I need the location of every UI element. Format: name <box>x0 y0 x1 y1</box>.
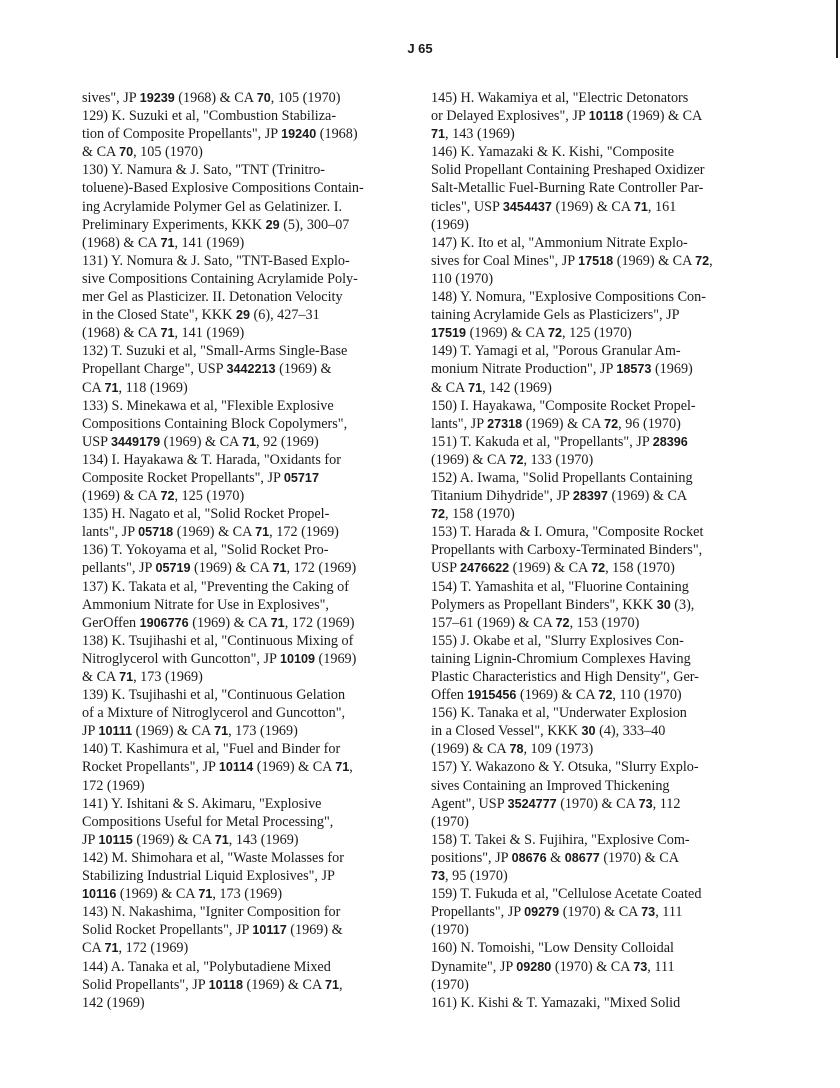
text-line: sives Containing an Improved Thickening <box>431 777 670 794</box>
bold-number: 27318 <box>487 416 523 431</box>
text-line: 152) A. Iwama, "Solid Propellants Containing <box>431 469 693 486</box>
bold-number: 05717 <box>283 470 319 485</box>
bold-number: 05719 <box>155 561 191 576</box>
bold-number: 71 <box>160 326 175 341</box>
text-line: monium Nitrate Production", JP 18573 (1969) <box>431 361 693 378</box>
bold-number: 18573 <box>616 362 652 377</box>
text-line: (1970) <box>431 922 469 939</box>
text-line: 134) I. Hayakawa & T. Harada, "Oxidants for <box>82 451 341 468</box>
bold-number: 71 <box>324 977 339 992</box>
text-line: 156) K. Tanaka et al, "Underwater Explosion <box>431 705 687 722</box>
bold-number: 71 <box>633 199 648 214</box>
text-line: GerOffen 1906776 (1969) & CA 71, 172 (1969) <box>82 614 355 631</box>
bold-number: 71 <box>119 670 134 684</box>
text-line: USP 3449179 (1969) & CA 71, 92 (1969) <box>82 433 319 450</box>
text-line: 145) H. Wakamiya et al, "Electric Detonators <box>431 90 689 106</box>
text-line: USP 2476622 (1969) & CA 72, 158 (1970) <box>431 560 675 577</box>
bold-number: 09280 <box>516 959 552 974</box>
bold-number: 29 <box>235 308 250 323</box>
bold-number: 08676 <box>511 850 547 865</box>
text-line: 17519 (1969) & CA 72, 125 (1970) <box>431 325 632 342</box>
bold-number: 30 <box>581 724 596 739</box>
text-line: Compositions Containing Block Copolymers", <box>82 415 348 432</box>
bold-number: 71 <box>335 760 350 775</box>
text-line: mer Gel as Plasticizer. II. Detonation Velocity <box>82 289 343 306</box>
bold-number: 71 <box>104 941 119 956</box>
bold-number: 10118 <box>208 977 243 992</box>
text-line: 142 (1969) <box>82 994 145 1011</box>
text-line: 130) Y. Namura & J. Sato, "TNT (Trinitro- <box>82 162 326 179</box>
text-line: CA 71, 118 (1969) <box>82 379 188 396</box>
bold-number: 17518 <box>578 253 614 268</box>
bold-number: 70 <box>256 91 271 105</box>
text-line: Dynamite", JP 09280 (1970) & CA 73, 111 <box>431 958 675 975</box>
text-line: 155) J. Okabe et al, "Slurry Explosives Con- <box>431 632 684 649</box>
text-line: pellants", JP 05719 (1969) & CA 71, 172 (1969) <box>82 560 357 577</box>
bold-number: 73 <box>431 869 446 884</box>
text-line: tion of Composite Propellants", JP 19240 (1968) <box>82 126 358 143</box>
text-line: 146) K. Yamazaki & K. Kishi, "Composite <box>431 144 675 161</box>
bold-number: 72 <box>548 326 563 341</box>
text-line: Propellant Charge", USP 3442213 (1969) & <box>82 361 332 378</box>
bold-number: 78 <box>509 742 524 757</box>
text-line: 161) K. Kishi & T. Yamazaki, "Mixed Solid <box>431 994 681 1011</box>
bold-number: 72 <box>591 561 606 576</box>
text-line: 72, 158 (1970) <box>431 506 515 523</box>
bold-number: 3449179 <box>111 434 161 449</box>
text-line: sive Compositions Containing Acrylamide Poly- <box>82 270 358 287</box>
text-line: taining Acrylamide Gels as Plasticizers", JP <box>431 307 680 324</box>
text-line: 140) T. Kashimura et al, "Fuel and Binder for <box>82 741 341 758</box>
text-line: 135) H. Nagato et al, "Solid Rocket Propel- <box>82 506 330 523</box>
bold-number: 3442213 <box>226 362 276 377</box>
bold-number: 71 <box>431 127 446 142</box>
text-line: Salt-Metallic Fuel-Burning Rate Controller Par- <box>431 180 704 197</box>
bold-number: 17519 <box>431 326 467 341</box>
bold-number: 73 <box>638 796 653 811</box>
bold-number: 72 <box>431 507 446 522</box>
bold-number: 71 <box>270 615 285 630</box>
text-line: 139) K. Tsujihashi et al, "Continuous Gelation <box>82 687 346 704</box>
bold-number: 71 <box>160 235 175 250</box>
text-line: ing Acrylamide Polymer Gel as Gelatinizer. I. <box>82 198 343 215</box>
text-line: taining Lignin-Chromium Complexes Having <box>431 650 691 667</box>
bold-number: 28397 <box>572 489 608 504</box>
bold-number: 10114 <box>218 760 254 775</box>
text-line: positions", JP 08676 & 08677 (1970) & CA <box>431 849 679 866</box>
text-line: sives", JP 19239 (1968) & CA 70, 105 (1970) <box>82 90 341 106</box>
text-line: 160) N. Tomoishi, "Low Density Colloidal <box>431 940 674 957</box>
bold-number: 72 <box>555 615 570 630</box>
bold-number: 29 <box>265 217 280 232</box>
text-line: 159) T. Fukuda et al, "Cellulose Acetate Coated <box>431 886 702 903</box>
bold-number: 10111 <box>98 724 133 739</box>
text-line: (1969) & CA 78, 109 (1973) <box>431 741 594 758</box>
bold-number: 3524777 <box>507 796 557 811</box>
text-line: Ammonium Nitrate for Use in Explosives", <box>82 596 329 613</box>
bold-number: 05718 <box>138 525 174 540</box>
text-line: lants", JP 05718 (1969) & CA 71, 172 (1969) <box>82 524 339 541</box>
text-line: 71, 143 (1969) <box>431 126 515 143</box>
text-line: in the Closed State", KKK 29 (6), 427–31 <box>82 307 320 324</box>
text-line: JP 10115 (1969) & CA 71, 143 (1969) <box>82 831 299 848</box>
bold-number: 72 <box>695 253 710 268</box>
text-line: 136) T. Yokoyama et al, "Solid Rocket Pro- <box>82 542 329 559</box>
bold-number: 71 <box>214 724 229 739</box>
text-line: 132) T. Suzuki et al, "Small-Arms Single-Base <box>82 343 348 360</box>
text-line: (1969) & CA 72, 125 (1970) <box>82 488 245 505</box>
bold-number: 10109 <box>279 651 315 666</box>
text-line: Titanium Dihydride", JP 28397 (1969) & CA <box>431 488 688 505</box>
page-edge-mark <box>836 0 838 58</box>
text-line: 142) M. Shimohara et al, "Waste Molasses for <box>82 849 344 866</box>
text-line: & CA 71, 173 (1969) <box>82 669 203 685</box>
text-line: Stabilizing Industrial Liquid Explosives", JP <box>82 868 335 885</box>
bold-number: 73 <box>641 905 656 920</box>
text-line: Nitroglycerol with Guncotton", JP 10109 (1969) <box>82 650 357 667</box>
page-header: J 65 <box>407 41 433 56</box>
text-line: 151) T. Kakuda et al, "Propellants", JP 28396 <box>431 433 688 450</box>
bold-number: 70 <box>119 145 134 160</box>
bold-number: 73 <box>633 959 648 974</box>
text-line: 137) K. Takata et al, "Preventing the Caking of <box>82 578 349 595</box>
text-line: 143) N. Nakashima, "Igniter Composition for <box>82 904 341 921</box>
text-line: or Delayed Explosives", JP 10118 (1969) & CA <box>431 108 703 125</box>
bold-number: 10118 <box>588 109 624 124</box>
text-line: & CA 70, 105 (1970) <box>82 144 203 161</box>
text-line: Agent", USP 3524777 (1970) & CA 73, 112 <box>431 795 681 812</box>
text-line: 110 (1970) <box>431 270 494 287</box>
bold-number: 71 <box>104 380 119 395</box>
text-line: 141) Y. Ishitani & S. Akimaru, "Explosive <box>82 795 322 812</box>
bold-number: 19239 <box>139 91 175 105</box>
bold-number: 72 <box>604 416 619 431</box>
text-line: & CA 71, 142 (1969) <box>431 379 552 396</box>
text-line: (1970) <box>431 813 469 830</box>
bold-number: 71 <box>468 380 483 395</box>
left-column <box>82 89 457 1012</box>
text-line: 157–61 (1969) & CA 72, 153 (1970) <box>431 614 640 631</box>
bold-number: 72 <box>160 489 175 504</box>
text-line: (1968) & CA 71, 141 (1969) <box>82 234 245 251</box>
text-line: (1969) & CA 72, 133 (1970) <box>431 451 594 468</box>
bold-number: 10115 <box>98 832 133 847</box>
bold-number: 28396 <box>652 434 688 449</box>
text-line: 73, 95 (1970) <box>431 868 508 885</box>
text-line: toluene)-Based Explosive Compositions Contain- <box>82 180 364 197</box>
text-line: lants", JP 27318 (1969) & CA 72, 96 (1970) <box>431 415 681 432</box>
bold-number: 2476622 <box>460 561 510 576</box>
text-line: Propellants", JP 09279 (1970) & CA 73, 111 <box>431 904 683 921</box>
bold-number: 08677 <box>564 850 600 865</box>
text-line: 147) K. Ito et al, "Ammonium Nitrate Explo- <box>431 234 688 251</box>
text-line: 157) Y. Wakazono & Y. Otsuka, "Slurry Explo- <box>431 759 699 776</box>
text-line: in a Closed Vessel", KKK 30 (4), 333–40 <box>431 723 666 740</box>
text-line: 149) T. Yamagi et al, "Porous Granular Am- <box>431 343 681 360</box>
text-line: CA 71, 172 (1969) <box>82 940 189 957</box>
text-line: 144) A. Tanaka et al, "Polybutadiene Mixed <box>82 958 331 975</box>
bold-number: 10117 <box>252 923 287 938</box>
text-line: of a Mixture of Nitroglycerol and Guncotton", <box>82 705 346 722</box>
text-line: 154) T. Yamashita et al, "Fluorine Containing <box>431 578 689 595</box>
bold-number: 71 <box>198 887 213 902</box>
text-line: 138) K. Tsujihashi et al, "Continuous Mixing of <box>82 632 354 649</box>
bold-number: 1915456 <box>467 688 517 703</box>
text-line: sives for Coal Mines", JP 17518 (1969) & CA 72, <box>431 252 713 269</box>
text-line: Composite Rocket Propellants", JP 05717 <box>82 469 319 486</box>
text-line: Rocket Propellants", JP 10114 (1969) & CA 71, <box>82 759 353 776</box>
text-line: 10116 (1969) & CA 71, 173 (1969) <box>82 886 283 903</box>
bold-number: 71 <box>242 434 257 449</box>
text-line: 158) T. Takei & S. Fujihira, "Explosive Com- <box>431 831 690 848</box>
text-line: 129) K. Suzuki et al, "Combustion Stabiliza- <box>82 108 337 125</box>
text-line: 153) T. Harada & I. Omura, "Composite Rocket <box>431 524 704 541</box>
text-line: ticles", USP 3454437 (1969) & CA 71, 161 <box>431 198 677 215</box>
bold-number: 1906776 <box>139 615 189 630</box>
text-line: 133) S. Minekawa et al, "Flexible Explosive <box>82 397 334 414</box>
right-column <box>431 89 806 1012</box>
text-line: Compositions Useful for Metal Processing", <box>82 813 334 830</box>
text-line: Offen 1915456 (1969) & CA 72, 110 (1970) <box>431 687 682 704</box>
text-line: Solid Propellant Containing Preshaped Oxidizer <box>431 162 705 179</box>
bold-number: 71 <box>255 525 270 540</box>
text-line: Polymers as Propellant Binders", KKK 30 (3), <box>431 596 695 613</box>
text-line: Plastic Characteristics and High Density", Ger- <box>431 669 699 685</box>
bold-number: 71 <box>214 832 229 847</box>
text-line: Solid Rocket Propellants", JP 10117 (1969) & <box>82 922 343 939</box>
text-line: (1970) <box>431 976 469 993</box>
bold-number: 3454437 <box>502 199 552 214</box>
text-line: 172 (1969) <box>82 777 145 794</box>
text-line: Propellants with Carboxy-Terminated Binders", <box>431 542 703 559</box>
bold-number: 09279 <box>524 905 560 920</box>
text-line: (1969) <box>431 216 469 233</box>
text-line: JP 10111 (1969) & CA 71, 173 (1969) <box>82 723 298 740</box>
bold-number: 72 <box>598 688 613 703</box>
bold-number: 30 <box>656 597 671 612</box>
text-line: (1968) & CA 71, 141 (1969) <box>82 325 245 342</box>
bold-number: 10116 <box>82 887 117 902</box>
bold-number: 72 <box>509 452 524 467</box>
text-line: 150) I. Hayakawa, "Composite Rocket Propel- <box>431 397 696 414</box>
text-line: Preliminary Experiments, KKK 29 (5), 300–07 <box>82 216 350 233</box>
bold-number: 71 <box>272 561 287 576</box>
text-line: 148) Y. Nomura, "Explosive Compositions Con- <box>431 289 706 306</box>
text-line: 131) Y. Nomura & J. Sato, "TNT-Based Explo- <box>82 252 350 269</box>
text-line: Solid Propellants", JP 10118 (1969) & CA 71, <box>82 976 343 993</box>
bold-number: 19240 <box>281 127 317 142</box>
